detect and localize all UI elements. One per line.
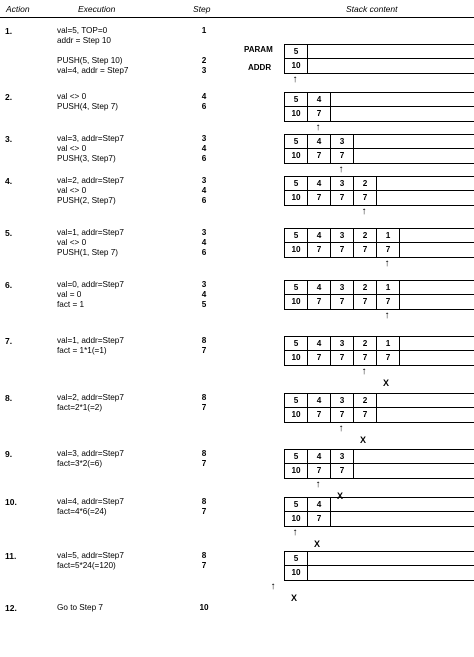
- top-pointer-arrow: ↑: [270, 581, 276, 592]
- stack-cell: 7: [308, 351, 331, 365]
- stack-cell: 7: [331, 351, 354, 365]
- execution-text: val <> 0 PUSH(4, Step 7): [57, 92, 118, 111]
- stack-cell: 7: [354, 191, 377, 205]
- stack-row-param: [284, 134, 474, 149]
- trace-row: [0, 280, 474, 334]
- stack-row-addr: [284, 149, 474, 164]
- stack-cell: 10: [285, 149, 308, 163]
- stack-cell: 5: [285, 93, 308, 106]
- stack-table: [284, 280, 474, 310]
- action-number: 11.: [5, 551, 17, 561]
- top-pointer-arrow: ↑: [384, 258, 390, 269]
- header-action: Action: [6, 4, 30, 14]
- stack-cell: 7: [354, 243, 377, 257]
- stack-cell: 1: [377, 337, 400, 350]
- step-numbers: 8 7: [201, 336, 207, 355]
- stack-row-param: [284, 551, 474, 566]
- stack-cell: 7: [331, 149, 354, 163]
- stack-cell: 7: [308, 464, 331, 478]
- stack-row-addr: [284, 191, 474, 206]
- popped-mark: X: [314, 539, 321, 549]
- stack-cell: 2: [354, 394, 377, 407]
- trace-row: [0, 228, 474, 282]
- stack-row-param: [284, 336, 474, 351]
- stack-cell: 3: [331, 337, 354, 350]
- stack-cell: 4: [308, 177, 331, 190]
- header-rule: [0, 17, 474, 18]
- stack-cell: 2: [354, 177, 377, 190]
- stack-row-param: [284, 44, 474, 59]
- step-numbers: 8 7: [201, 449, 207, 468]
- stack-cell: 7: [308, 107, 331, 121]
- stack-row-addr: [284, 512, 474, 527]
- stack-table: [284, 497, 474, 527]
- popped-mark: X: [360, 435, 367, 445]
- trace-row: [0, 393, 474, 447]
- stack-cell: 4: [308, 229, 331, 242]
- stack-cell: 2: [354, 337, 377, 350]
- execution-text: val=2, addr=Step7 val <> 0 PUSH(2, Step7): [57, 176, 124, 205]
- stack-cell: 2: [354, 229, 377, 242]
- action-number: 6.: [5, 280, 13, 290]
- stack-row-param: [284, 176, 474, 191]
- stack-row-param: [284, 280, 474, 295]
- step-numbers: 8 7: [201, 497, 207, 516]
- stack-cell: 7: [377, 295, 400, 309]
- stack-table: [284, 393, 474, 423]
- top-pointer-arrow: ↑: [292, 74, 298, 85]
- step-numbers: 3 4 6: [201, 228, 207, 257]
- step-numbers: 4 6: [201, 92, 207, 111]
- top-pointer-arrow: ↑: [292, 527, 298, 538]
- step-numbers: 3 4 6: [201, 134, 207, 163]
- stack-cell: 4: [308, 394, 331, 407]
- stack-cell: 5: [285, 394, 308, 407]
- stack-cell: 10: [285, 566, 308, 580]
- stack-row-addr: [284, 243, 474, 258]
- stack-cell: 7: [331, 464, 354, 478]
- stack-row-param: [284, 393, 474, 408]
- stack-cell: 3: [331, 229, 354, 242]
- stack-row-param: [284, 228, 474, 243]
- top-pointer-arrow: ↑: [384, 310, 390, 321]
- trace-row: [0, 449, 474, 503]
- stack-cell: 2: [354, 281, 377, 294]
- stack-table: [284, 449, 474, 479]
- stack-cell: 7: [377, 243, 400, 257]
- stack-cell: 1: [377, 281, 400, 294]
- action-number: 8.: [5, 393, 13, 403]
- action-number: 2.: [5, 92, 13, 102]
- stack-row-param: [284, 92, 474, 107]
- stack-cell: 5: [285, 281, 308, 294]
- execution-text: val=0, addr=Step7 val = 0 fact = 1: [57, 280, 124, 309]
- execution-text: val=1, addr=Step7 val <> 0 PUSH(1, Step 7): [57, 228, 124, 257]
- stack-cell: 4: [308, 450, 331, 463]
- stack-cell: 5: [285, 135, 308, 148]
- trace-row: [0, 26, 474, 85]
- stack-cell: 7: [308, 243, 331, 257]
- header-execution: Execution: [78, 4, 116, 14]
- stack-cell: 7: [308, 408, 331, 422]
- action-number: 5.: [5, 228, 13, 238]
- stack-table: [284, 336, 474, 366]
- stack-cell: 10: [285, 295, 308, 309]
- stack-cell: 10: [285, 191, 308, 205]
- stack-cell: 3: [331, 177, 354, 190]
- stack-cell: 10: [285, 243, 308, 257]
- execution-text: val=5, addr=Step7 fact=5*24(=120): [57, 551, 124, 570]
- stack-cell: 3: [331, 135, 354, 148]
- stack-cell: 7: [331, 243, 354, 257]
- stack-cell: 5: [285, 450, 308, 463]
- stack-cell: 4: [308, 498, 331, 511]
- step-numbers: 10: [199, 603, 209, 612]
- stack-cell: 10: [285, 464, 308, 478]
- stack-cell: 10: [285, 107, 308, 121]
- execution-text: val=4, addr=Step7 fact=4*6(=24): [57, 497, 124, 516]
- stack-row-addr: [284, 351, 474, 366]
- addr-label: ADDR: [248, 63, 272, 72]
- step-numbers: 1 2 3: [201, 26, 207, 75]
- trace-row: [0, 603, 474, 657]
- action-number: 12.: [5, 603, 17, 613]
- stack-cell: 7: [308, 191, 331, 205]
- stack-cell: 7: [354, 295, 377, 309]
- step-numbers: 8 7: [201, 393, 207, 412]
- param-label: PARAM: [244, 45, 273, 54]
- stack-cell: 7: [354, 408, 377, 422]
- action-number: 10.: [5, 497, 17, 507]
- stack-cell: 7: [308, 512, 331, 526]
- stack-row-addr: [284, 59, 474, 74]
- top-pointer-arrow: ↑: [338, 423, 344, 434]
- stack-cell: 7: [308, 149, 331, 163]
- header-stack-content: Stack content: [346, 4, 398, 14]
- stack-cell: 7: [331, 408, 354, 422]
- trace-row: [0, 497, 474, 551]
- popped-mark: X: [383, 378, 390, 388]
- stack-cell: 1: [377, 229, 400, 242]
- execution-text: val=1, addr=Step7 fact = 1*1(=1): [57, 336, 124, 355]
- stack-cell: 7: [354, 351, 377, 365]
- stack-cell: 5: [285, 337, 308, 350]
- stack-cell: 10: [285, 512, 308, 526]
- popped-mark: X: [337, 491, 344, 501]
- action-number: 9.: [5, 449, 13, 459]
- execution-text: Go to Step 7: [57, 603, 103, 612]
- stack-table: [284, 551, 474, 581]
- trace-row: [0, 176, 474, 230]
- stack-cell: 5: [285, 229, 308, 242]
- top-pointer-arrow: ↑: [315, 122, 321, 133]
- execution-text: val=3, addr=Step7 fact=3*2(=6): [57, 449, 124, 468]
- action-number: 4.: [5, 176, 13, 186]
- action-number: 1.: [5, 26, 13, 36]
- execution-text: val=2, addr=Step7 fact=2*1(=2): [57, 393, 124, 412]
- step-numbers: 3 4 6: [201, 176, 207, 205]
- stack-row-param: [284, 449, 474, 464]
- stack-cell: 5: [285, 498, 308, 511]
- action-number: 3.: [5, 134, 13, 144]
- stack-row-addr: [284, 566, 474, 581]
- stack-cell: 10: [285, 59, 308, 73]
- stack-cell: 4: [308, 135, 331, 148]
- trace-row: [0, 336, 474, 390]
- stack-cell: 10: [285, 351, 308, 365]
- stack-cell: 7: [331, 295, 354, 309]
- stack-cell: 4: [308, 93, 331, 106]
- trace-row: [0, 551, 474, 605]
- step-numbers: 8 7: [201, 551, 207, 570]
- stack-cell: 3: [331, 281, 354, 294]
- stack-cell: 5: [285, 45, 308, 58]
- top-pointer-arrow: ↑: [315, 479, 321, 490]
- stack-row-addr: [284, 464, 474, 479]
- stack-table: [284, 134, 474, 164]
- execution-text: val=5, TOP=0 addr = Step 10 PUSH(5, Step 10) val=4, addr = Step7: [57, 26, 129, 75]
- top-pointer-arrow: ↑: [338, 164, 344, 175]
- step-numbers: 3 4 5: [201, 280, 207, 309]
- stack-table: [284, 176, 474, 206]
- stack-table: [284, 44, 474, 74]
- stack-cell: 4: [308, 337, 331, 350]
- action-number: 7.: [5, 336, 13, 346]
- stack-table: [284, 228, 474, 258]
- stack-table: [284, 92, 474, 122]
- stack-cell: 10: [285, 408, 308, 422]
- stack-cell: 5: [285, 552, 308, 565]
- stack-cell: 3: [331, 394, 354, 407]
- stack-cell: 7: [308, 295, 331, 309]
- stack-cell: 7: [331, 191, 354, 205]
- stack-row-addr: [284, 295, 474, 310]
- stack-row-addr: [284, 107, 474, 122]
- execution-text: val=3, addr=Step7 val <> 0 PUSH(3, Step7): [57, 134, 124, 163]
- top-pointer-arrow: ↑: [361, 366, 367, 377]
- stack-row-param: [284, 497, 474, 512]
- popped-mark: X: [291, 593, 298, 603]
- stack-cell: 5: [285, 177, 308, 190]
- stack-row-addr: [284, 408, 474, 423]
- stack-cell: 7: [377, 351, 400, 365]
- stack-cell: 3: [331, 450, 354, 463]
- stack-cell: 4: [308, 281, 331, 294]
- header-step: Step: [193, 4, 211, 14]
- top-pointer-arrow: ↑: [361, 206, 367, 217]
